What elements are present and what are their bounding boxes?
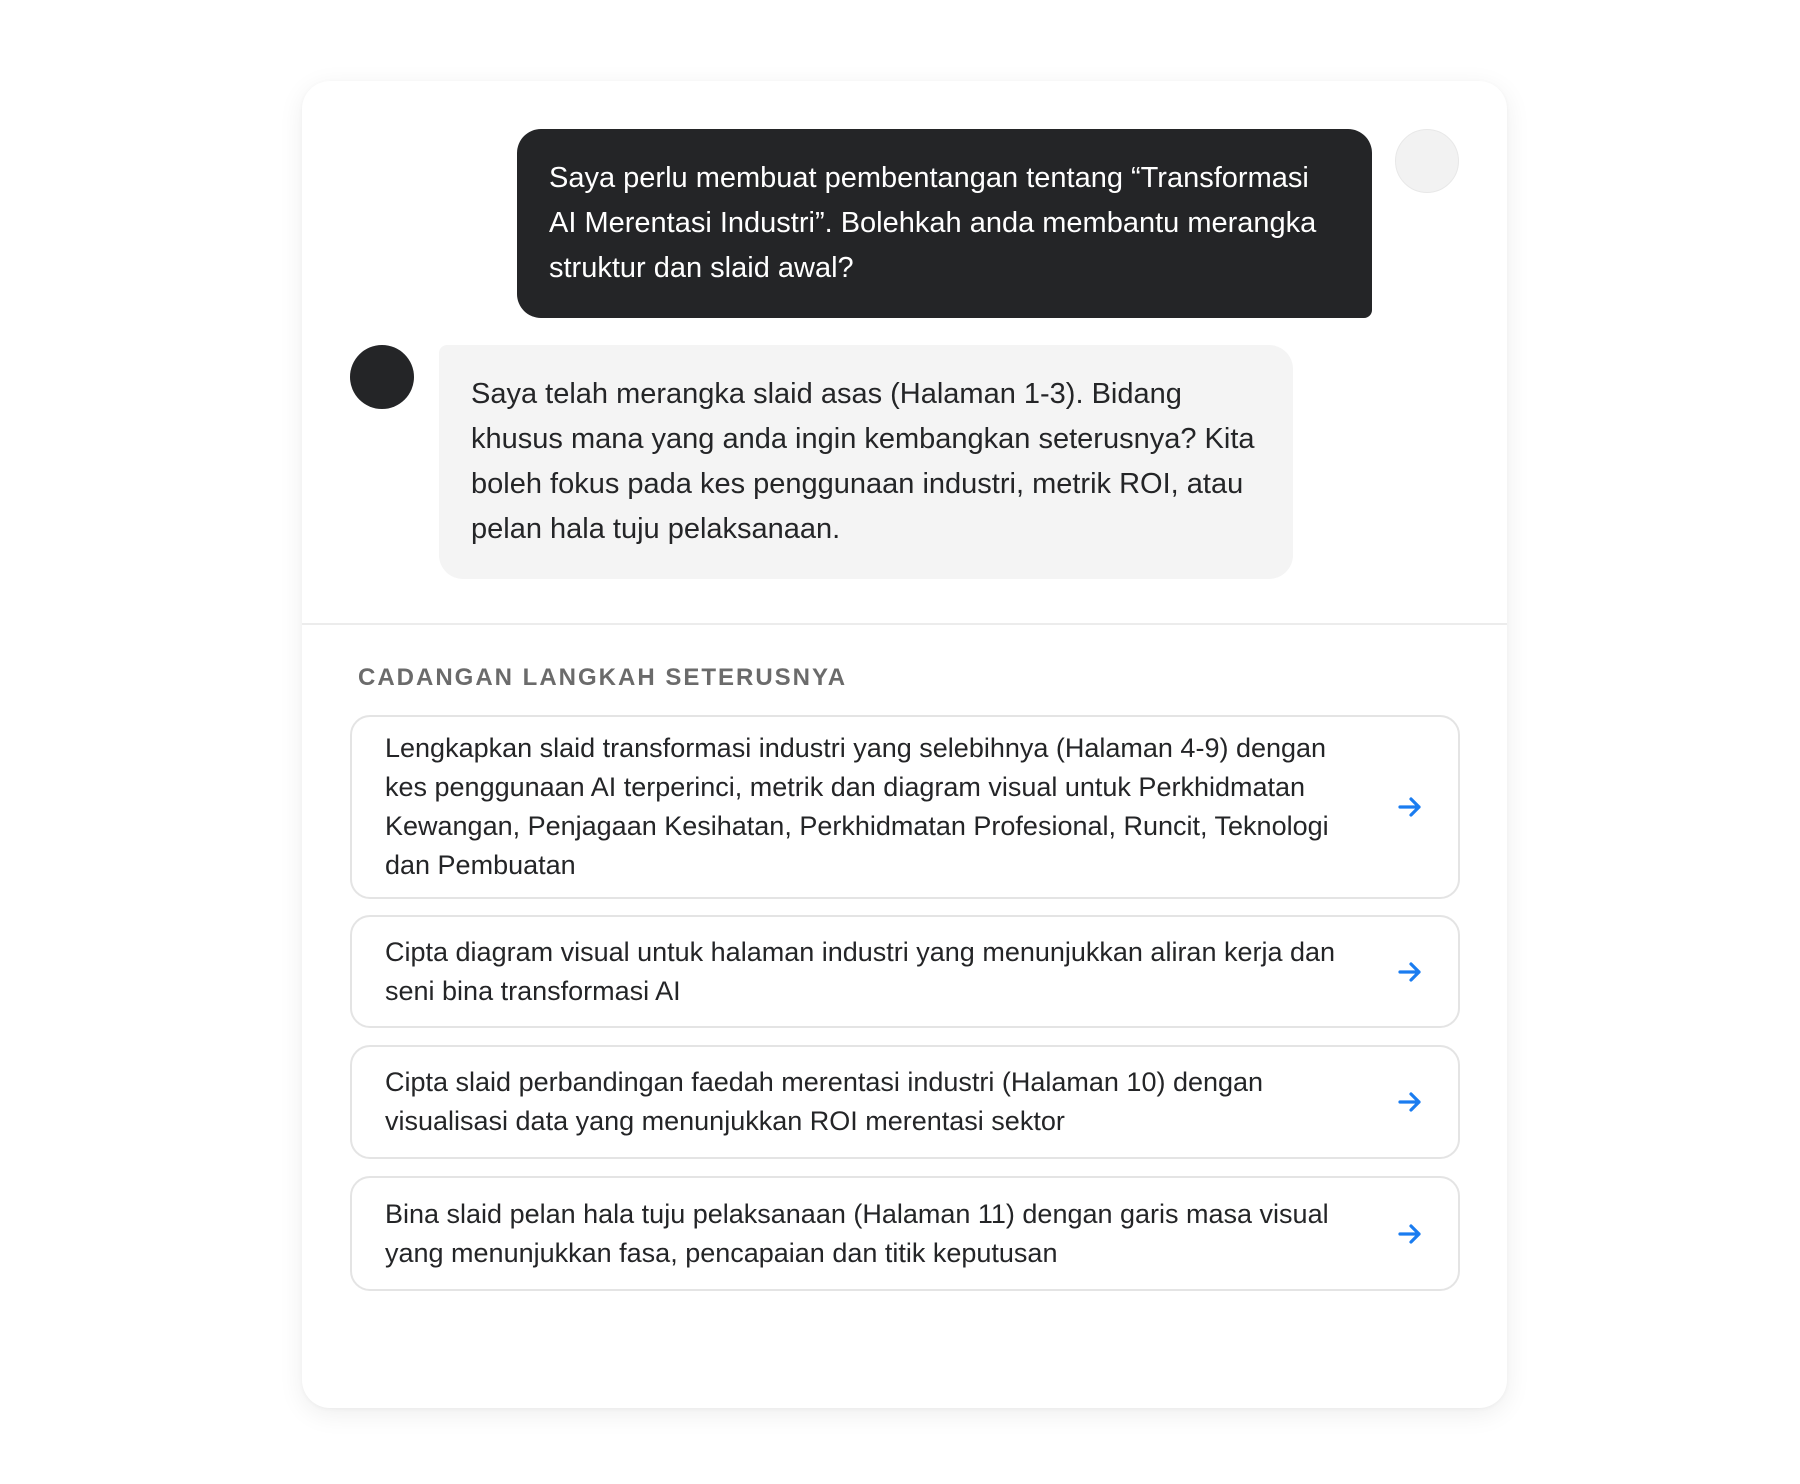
assistant-avatar [350,345,414,409]
suggestion-label: Cipta diagram visual untuk halaman industri yang menunjukkan aliran kerja dan seni bina transformasi AI [385,936,1336,1006]
suggestion-item-4[interactable] [350,1176,1460,1291]
user-avatar [1395,129,1459,193]
suggestion-item-3[interactable] [350,1045,1460,1159]
divider [302,623,1507,625]
user-message-text: Saya perlu membuat pembentangan tentang “Transformasi AI Merentasi Industri”. Bolehkah anda membantu merangka struktur dan slaid awal? [549,162,1317,284]
user-message-bubble [517,129,1372,318]
conversation-area [302,81,1507,623]
arrow-right-icon [1394,1218,1426,1250]
arrow-right-icon [1394,1086,1426,1118]
suggestion-item-2[interactable] [350,915,1460,1028]
arrow-right-icon [1394,956,1426,988]
assistant-message-bubble [439,345,1293,579]
suggestion-label: Bina slaid pelan hala tuju pelaksanaan (Halaman 11) dengan garis masa visual yang menunjukkan fasa, pencapaian dan titik keputusan [385,1198,1329,1268]
chat-card [302,81,1507,1408]
arrow-right-icon [1394,791,1426,823]
suggestion-label: Lengkapkan slaid transformasi industri yang selebihnya (Halaman 4-9) dengan kes penggunaan AI terperinci, metrik dan diagram visual untuk Perkhidmatan Kewangan, Penjagaan Kesihatan, Perkhidmatan Profesional, Runcit, Teknologi dan Pembuatan [385,733,1329,880]
suggestion-label: Cipta slaid perbandingan faedah merentasi industri (Halaman 10) dengan visualisasi data yang menunjukkan ROI merentasi sektor [385,1067,1264,1136]
suggestion-item-1[interactable] [350,715,1460,899]
suggestions-heading: CADANGAN LANGKAH SETERUSNYA [358,664,848,691]
assistant-message-text: Saya telah merangka slaid asas (Halaman 1-3). Bidang khusus mana yang anda ingin kembangkan seterusnya? Kita boleh fokus pada kes penggunaan industri, metrik ROI, atau pelan hala tuju pelaksanaan. [471,378,1255,545]
